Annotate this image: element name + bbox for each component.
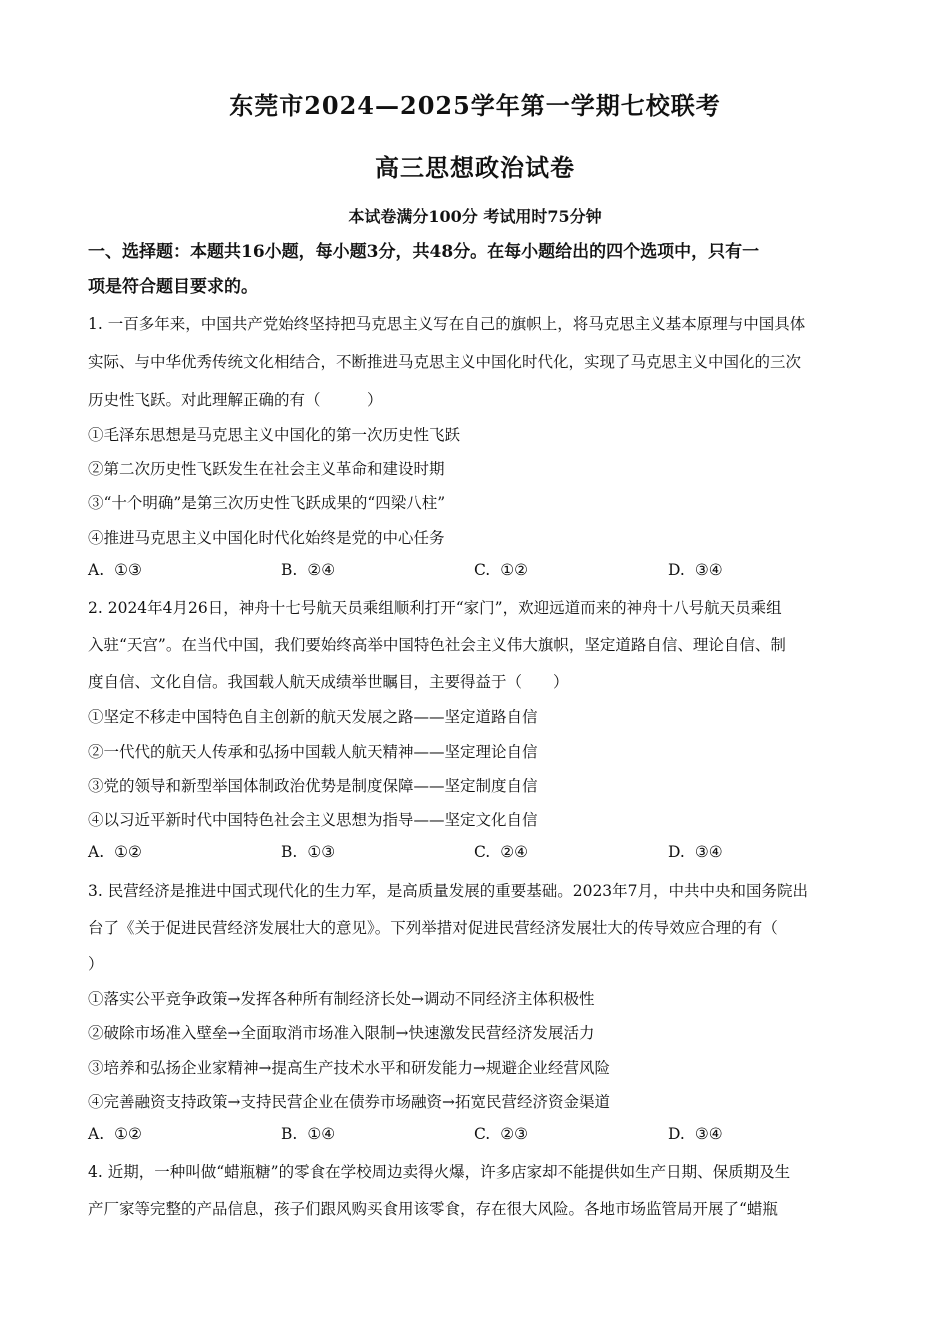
question-2-item: ④以习近平新时代中国特色社会主义思想为指导——坚定文化自信 (88, 811, 538, 829)
section-heading-line: 一、选择题：本题共16小题，每小题3分，共48分。在每小题给出的四个选项中，只有一 (88, 242, 760, 262)
question-4-stem: 4. 近期，一种叫做“蜡瓶糖”的零食在学校周边卖得火爆，许多店家却不能提供如生产日期、保质期及生 (88, 1163, 791, 1181)
exam-title: 东莞市2024—2025学年第一学期七校联考 (229, 91, 721, 120)
section-heading (88, 235, 868, 305)
question-2-options (88, 843, 868, 865)
question-1-item: ①毛泽东思想是马克思主义中国化的第一次历史性飞跃 (88, 426, 461, 444)
question-2-stem: 入驻“天宫”。在当代中国，我们要始终高举中国特色社会主义伟大旗帜，坚定道路自信、理论自信、制 (88, 636, 786, 654)
question-4-stem: 产厂家等完整的产品信息，孩子们跟风购买食用该零食，存在很大风险。各地市场监管局开展了“蜡瓶 (88, 1200, 778, 1218)
question-3-options (88, 1125, 868, 1147)
exam-subject-title: 高三思想政治试卷 (375, 153, 575, 182)
option-a[interactable]: A. ①② (88, 1125, 142, 1143)
question-2-item: ③党的领导和新型举国体制政治优势是制度保障——坚定制度自信 (88, 777, 538, 795)
option-d[interactable]: D. ③④ (668, 843, 723, 861)
question-2-item: ①坚定不移走中国特色自主创新的航天发展之路——坚定道路自信 (88, 708, 538, 726)
option-d[interactable]: D. ③④ (668, 561, 723, 579)
question-2-stem: 度自信、文化自信。我国载人航天成绩举世瞩目，主要得益于（ ） (88, 673, 569, 691)
question-3-item: ④完善融资支持政策→支持民营企业在债券市场融资→拓宽民营经济资金渠道 (88, 1093, 610, 1111)
question-1-options (88, 561, 868, 583)
option-c[interactable]: C. ①② (474, 561, 529, 579)
question-2-stem: 2. 2024年4月26日，神舟十七号航天员乘组顺利打开“家门”，欢迎远道而来的神舟十八号航天员乘组 (88, 599, 782, 617)
question-2-item: ②一代代的航天人传承和弘扬中国载人航天精神——坚定理论自信 (88, 743, 538, 761)
question-1-item: ④推进马克思主义中国化时代化始终是党的中心任务 (88, 529, 445, 547)
question-3-item: ②破除市场准入壁垒→全面取消市场准入限制→快速激发民营经济发展活力 (88, 1024, 595, 1042)
question-1-item: ③“十个明确”是第三次历史性飞跃成果的“四梁八柱” (88, 494, 446, 512)
question-3-stem: 3. 民营经济是推进中国式现代化的生力军，是高质量发展的重要基础。2023年7月，中共中央和国务院出 (88, 882, 809, 900)
question-1-stem: 历史性飞跃。对此理解正确的有（ ） (88, 391, 383, 409)
section-heading-line: 项是符合题目要求的。 (88, 277, 258, 297)
option-a[interactable]: A. ①② (88, 843, 142, 861)
question-3-stem: 台了《关于促进民营经济发展壮大的意见》。下列举措对促进民营经济发展壮大的传导效应合理的有（ (88, 919, 778, 937)
question-3-item: ③培养和弘扬企业家精神→提高生产技术水平和研发能力→规避企业经营风险 (88, 1059, 610, 1077)
option-b[interactable]: B. ①③ (281, 843, 336, 861)
option-c[interactable]: C. ②④ (474, 843, 529, 861)
option-d[interactable]: D. ③④ (668, 1125, 723, 1143)
question-3-item: ①落实公平竞争政策→发挥各种所有制经济长处→调动不同经济主体积极性 (88, 990, 595, 1008)
question-1-stem: 实际、与中华优秀传统文化相结合，不断推进马克思主义中国化时代化，实现了马克思主义中国化的三次 (88, 353, 802, 371)
option-a[interactable]: A. ①③ (88, 561, 142, 579)
option-b[interactable]: B. ②④ (281, 561, 336, 579)
exam-info: 本试卷满分100分 考试用时75分钟 (348, 207, 602, 226)
question-1-item: ②第二次历史性飞跃发生在社会主义革命和建设时期 (88, 460, 445, 478)
question-1-stem: 1. 一百多年来，中国共产党始终坚持把马克思主义写在自己的旗帜上，将马克思主义基本原理与中国具体 (88, 315, 806, 333)
option-b[interactable]: B. ①④ (281, 1125, 336, 1143)
question-3-stem: ） (88, 955, 104, 973)
option-c[interactable]: C. ②③ (474, 1125, 529, 1143)
